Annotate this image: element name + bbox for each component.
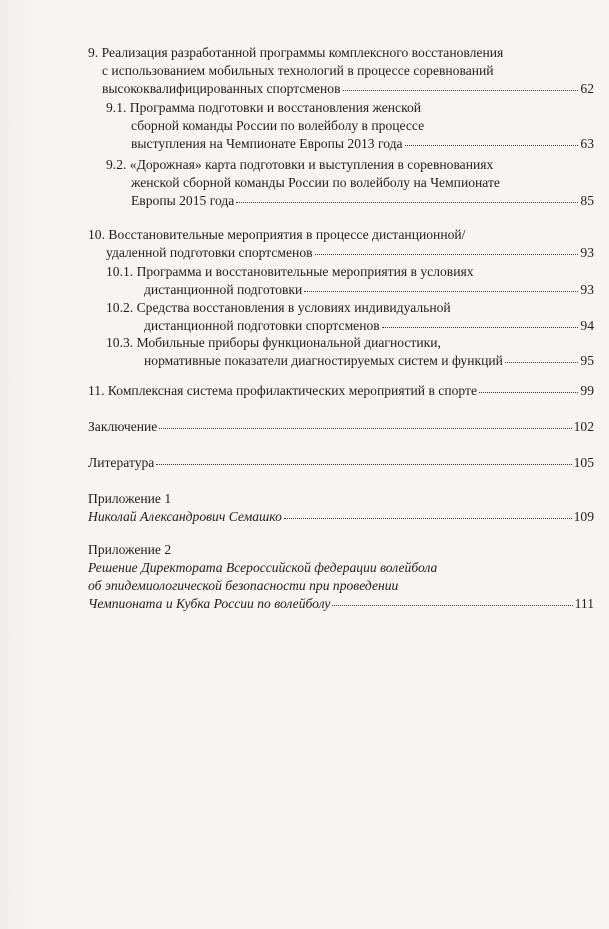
toc-entry-9-2-line1: «Дорожная» карта подготовки и выступления в соревнованиях xyxy=(129,157,494,172)
toc-entry-appendix-2-title: Приложение 2 xyxy=(88,542,172,557)
dot-leader xyxy=(405,135,579,146)
toc-entry-9-1-line2: сборной команды России по волейболу в процессе xyxy=(131,118,425,133)
toc-entry-9-2 xyxy=(106,156,594,210)
toc-entry-11 xyxy=(88,382,594,400)
toc-entry-10-1-line2: дистанционной подготовки xyxy=(144,282,303,297)
toc-entry-conclusion-page: 102 xyxy=(573,419,594,434)
toc-entry-9-2-line2: женской сборной команды России по волейболу на Чемпионате xyxy=(131,175,500,190)
toc-entry-9-1-line1: Программа подготовки и восстановления женской xyxy=(129,100,422,115)
toc-entry-literature xyxy=(88,454,594,472)
dot-leader xyxy=(304,281,578,292)
toc-entry-10-3-line2: нормативные показатели диагностируемых систем и функций xyxy=(144,353,503,368)
dot-leader xyxy=(505,352,578,363)
toc-entry-10-page: 93 xyxy=(580,245,594,260)
dot-leader xyxy=(343,80,579,91)
dot-leader xyxy=(236,192,578,203)
toc-entry-9-1-line3: выступления на Чемпионате Европы 2013 года xyxy=(131,136,403,151)
toc-entry-conclusion-label: Заключение xyxy=(88,419,158,434)
dot-leader xyxy=(159,418,571,429)
toc-entry-9-2-line3: Европы 2015 года xyxy=(131,193,235,208)
toc-entry-9-1-number: 9.1. xyxy=(106,100,127,115)
dot-leader xyxy=(284,508,572,519)
toc-entry-10-2-line2: дистанционной подготовки спортсменов xyxy=(144,318,380,333)
toc-entry-appendix-1-title: Приложение 1 xyxy=(88,491,172,506)
toc-entry-10-1-page: 93 xyxy=(580,282,594,297)
dot-leader xyxy=(382,317,579,328)
toc-entry-appendix-2-line3: Чемпионата и Кубка России по волейболу xyxy=(88,596,331,611)
toc-entry-9-2-page: 85 xyxy=(580,193,594,208)
toc-entry-10-3-line1: Мобильные приборы функциональной диагностики, xyxy=(136,335,441,350)
toc-entry-literature-page: 105 xyxy=(573,455,594,470)
toc-entry-9-2-number: 9.2. xyxy=(106,157,127,172)
toc-entry-appendix-1 xyxy=(88,490,594,526)
toc-entry-10-2-number: 10.2. xyxy=(106,300,134,315)
toc-entry-10-line2: удаленной подготовки спортсменов xyxy=(106,245,313,260)
toc-entry-conclusion xyxy=(88,418,594,436)
toc-entry-10-3-number: 10.3. xyxy=(106,335,134,350)
toc-entry-9-1-page: 63 xyxy=(580,136,594,151)
toc-entry-appendix-2-line2: об эпидемиологической безопасности при проведении xyxy=(88,578,399,593)
toc-entry-literature-label: Литература xyxy=(88,455,155,470)
toc-entry-9-line1: 9. Реализация разработанной программы комплексного восстановления xyxy=(88,45,504,60)
toc-entry-10-2-page: 94 xyxy=(580,318,594,333)
dot-leader xyxy=(156,454,571,465)
toc-entry-appendix-2 xyxy=(88,541,594,613)
toc-entry-10-line1: 10. Восстановительные мероприятия в процессе дистанционной/ xyxy=(88,227,466,242)
toc-entry-10-1 xyxy=(106,263,594,299)
toc-entry-appendix-2-line1: Решение Директората Всероссийской федерации волейбола xyxy=(88,560,438,575)
toc-entry-10-2 xyxy=(106,299,594,335)
toc-entry-9-page: 62 xyxy=(580,81,594,96)
toc-entry-9-1 xyxy=(106,99,594,153)
toc-entry-10-1-number: 10.1. xyxy=(106,264,134,279)
dot-leader xyxy=(332,595,572,606)
toc-entry-appendix-2-page: 111 xyxy=(574,596,594,611)
toc-entry-appendix-1-line1: Николай Александрович Семашко xyxy=(88,509,282,524)
toc-entry-11-page: 99 xyxy=(580,383,594,398)
toc-entry-10-3 xyxy=(106,334,594,370)
toc-entry-9-line2: с использованием мобильных технологий в процессе соревнований xyxy=(102,63,494,78)
toc-entry-10 xyxy=(88,226,594,262)
dot-leader xyxy=(315,244,579,255)
toc-entry-10-3-page: 95 xyxy=(580,353,594,368)
dot-leader xyxy=(479,382,578,393)
toc-entry-9-line3: высококвалифицированных спортсменов xyxy=(102,81,341,96)
toc-entry-10-2-line1: Средства восстановления в условиях индивидуальной xyxy=(136,300,451,315)
toc-entry-11-line1: 11. Комплексная система профилактических мероприятий в спорте xyxy=(88,383,477,398)
toc-entry-10-1-line1: Программа и восстановительные мероприятия в условиях xyxy=(136,264,474,279)
toc-entry-appendix-1-page: 109 xyxy=(573,509,594,524)
toc-entry-9 xyxy=(88,44,594,98)
